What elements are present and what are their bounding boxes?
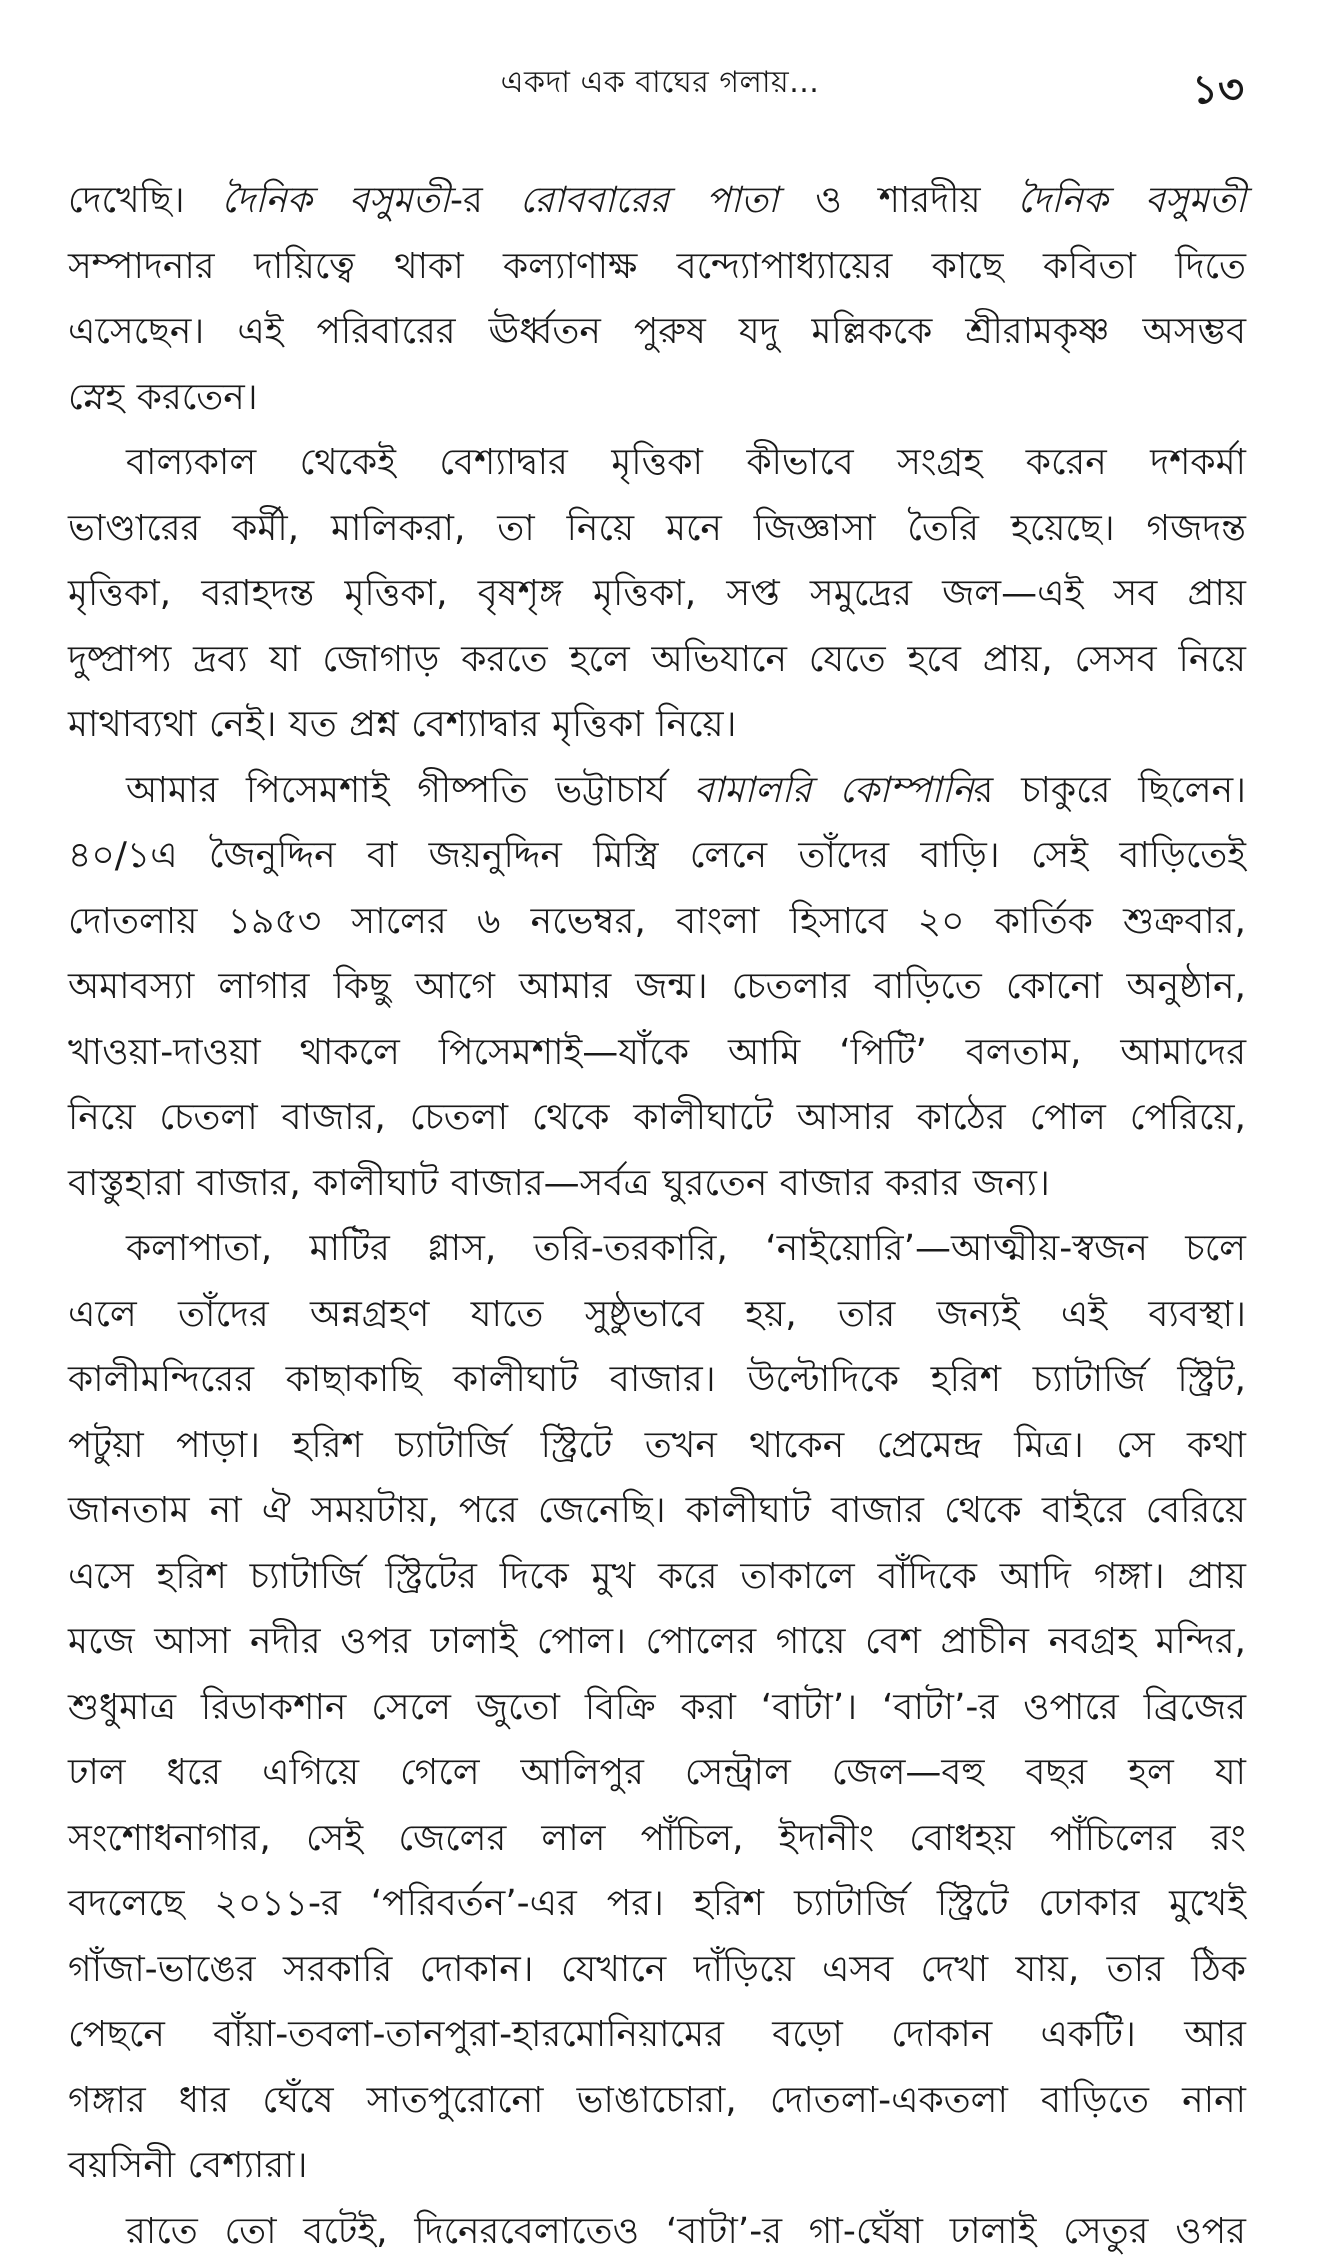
italic-title: দৈনিক বসুমতী — [1018, 180, 1246, 221]
italic-title: বামালরি কোম্পানি — [694, 770, 974, 811]
text-line: মাথাব্যথা নেই। যত প্রশ্ন বেশ্যাদ্বার মৃত্তিকা নিয়ে। — [68, 692, 1246, 758]
text-line: মজে আসা নদীর ওপর ঢালাই পোল। পোলের গায়ে বেশ প্রাচীন নবগ্রহ মন্দির, — [68, 1609, 1246, 1675]
text-line: বাল্যকাল থেকেই বেশ্যাদ্বার মৃত্তিকা কীভাবে সংগ্রহ করেন দশকর্মা — [68, 430, 1246, 496]
text-line: এসে হরিশ চ্যাটার্জি স্ট্রিটের দিকে মুখ করে তাকালে বাঁদিকে আদি গঙ্গা। প্রায় — [68, 1544, 1246, 1610]
paragraph — [68, 430, 1246, 758]
text-run: র চাকুরে ছিলেন। — [974, 770, 1246, 811]
text-line: অমাবস্যা লাগার কিছু আগে আমার জন্ম। চেতলার বাড়িতে কোনো অনুষ্ঠান, — [68, 954, 1246, 1020]
text-line: সংশোধনাগার, সেই জেলের লাল পাঁচিল, ইদানীং বোধহয় পাঁচিলের রং — [68, 1806, 1246, 1872]
text-line: কালীমন্দিরের কাছাকাছি কালীঘাট বাজার। উল্টোদিকে হরিশ চ্যাটার্জি স্ট্রিট, — [68, 1347, 1246, 1413]
text-line: সম্পাদনার দায়িত্বে থাকা কল্যাণাক্ষ বন্দ্যোপাধ্যায়ের কাছে কবিতা দিতে — [68, 234, 1246, 300]
paragraph — [68, 1216, 1246, 2199]
text-line: শুধুমাত্র রিডাকশান সেলে জুতো বিক্রি করা ‘বাটা’। ‘বাটা’-র ওপারে ব্রিজের — [68, 1675, 1246, 1741]
text-line: এসেছেন। এই পরিবারের ঊর্ধ্বতন পুরুষ যদু মল্লিককে শ্রীরামকৃষ্ণ অসম্ভব — [68, 299, 1246, 365]
text-line: এলে তাঁদের অন্নগ্রহণ যাতে সুষ্ঠুভাবে হয়, তার জন্যই এই ব্যবস্থা। — [68, 1282, 1246, 1348]
text-line: জানতাম না ঐ সময়টায়, পরে জেনেছি। কালীঘাট বাজার থেকে বাইরে বেরিয়ে — [68, 1478, 1246, 1544]
text-line: কলাপাতা, মাটির গ্লাস, তরি-তরকারি, ‘নাইয়োরি’—আত্মীয়-স্বজন চলে — [68, 1216, 1246, 1282]
paragraph — [68, 758, 1246, 1217]
text-line — [68, 168, 1246, 234]
text-run: -র — [450, 180, 520, 221]
text-line: ভাণ্ডারের কর্মী, মালিকরা, তা নিয়ে মনে জিজ্ঞাসা তৈরি হয়েছে। গজদন্ত — [68, 496, 1246, 562]
text-line: পেছনে বাঁয়া-তবলা-তানপুরা-হারমোনিয়ামের বড়ো দোকান একটি। আর — [68, 2002, 1246, 2068]
text-line: বয়সিনী বেশ্যারা। — [68, 2133, 1246, 2199]
paragraph — [68, 2199, 1246, 2264]
text-line: খাওয়া-দাওয়া থাকলে পিসেমশাই—যাঁকে আমি ‘পিটি’ বলতাম, আমাদের — [68, 1020, 1246, 1086]
text-run: আমার পিসেমশাই গীষ্পতি ভট্টাচার্য — [126, 770, 694, 811]
body-text — [68, 168, 1246, 2264]
text-line: বদলেছে ২০১১-র ‘পরিবর্তন’-এর পর। হরিশ চ্যাটার্জি স্ট্রিটে ঢোকার মুখেই — [68, 1871, 1246, 1937]
text-line: ৪০/১এ জৈনুদ্দিন বা জয়নুদ্দিন মিস্ত্রি লেনে তাঁদের বাড়ি। সেই বাড়িতেই — [68, 823, 1246, 889]
text-line: ঢাল ধরে এগিয়ে গেলে আলিপুর সেন্ট্রাল জেল—বহু বছর হল যা — [68, 1740, 1246, 1806]
running-title: একদা এক বাঘের গলায়... — [0, 58, 1320, 109]
text-line: দোতলায় ১৯৫৩ সালের ৬ নভেম্বর, বাংলা হিসাবে ২০ কার্তিক শুক্রবার, — [68, 889, 1246, 955]
text-line: স্নেহ করতেন। — [68, 365, 1246, 431]
paragraph — [68, 168, 1246, 430]
text-line: দুষ্প্রাপ্য দ্রব্য যা জোগাড় করতে হলে অভিযানে যেতে হবে প্রায়, সেসব নিয়ে — [68, 627, 1246, 693]
text-line: মৃত্তিকা, বরাহদন্ত মৃত্তিকা, বৃষশৃঙ্গ মৃত্তিকা, সপ্ত সমুদ্রের জল—এই সব প্রায় — [68, 561, 1246, 627]
text-line: নিয়ে চেতলা বাজার, চেতলা থেকে কালীঘাটে আসার কাঠের পোল পেরিয়ে, — [68, 1085, 1246, 1151]
text-run: ও শারদীয় — [778, 180, 1017, 221]
text-line — [68, 758, 1246, 824]
text-line: রাতে তো বটেই, দিনেরবেলাতেও ‘বাটা’-র গা-ঘেঁষা ঢালাই সেতুর ওপর — [68, 2199, 1246, 2264]
text-line: গাঁজা-ভাঙের সরকারি দোকান। যেখানে দাঁড়িয়ে এসব দেখা যায়, তার ঠিক — [68, 1937, 1246, 2003]
text-line: বাস্তুহারা বাজার, কালীঘাট বাজার—সর্বত্র ঘুরতেন বাজার করার জন্য। — [68, 1151, 1246, 1217]
page-number: ১৩ — [1192, 58, 1244, 125]
italic-title: দৈনিক বসুমতী — [222, 180, 450, 221]
text-run: দেখেছি। — [68, 180, 222, 221]
text-line: গঙ্গার ধার ঘেঁষে সাতপুরোনো ভাঙাচোরা, দোতলা-একতলা বাড়িতে নানা — [68, 2068, 1246, 2134]
text-line: পটুয়া পাড়া। হরিশ চ্যাটার্জি স্ট্রিটে তখন থাকেন প্রেমেন্দ্র মিত্র। সে কথা — [68, 1413, 1246, 1479]
italic-title: রোববারের পাতা — [520, 180, 779, 221]
